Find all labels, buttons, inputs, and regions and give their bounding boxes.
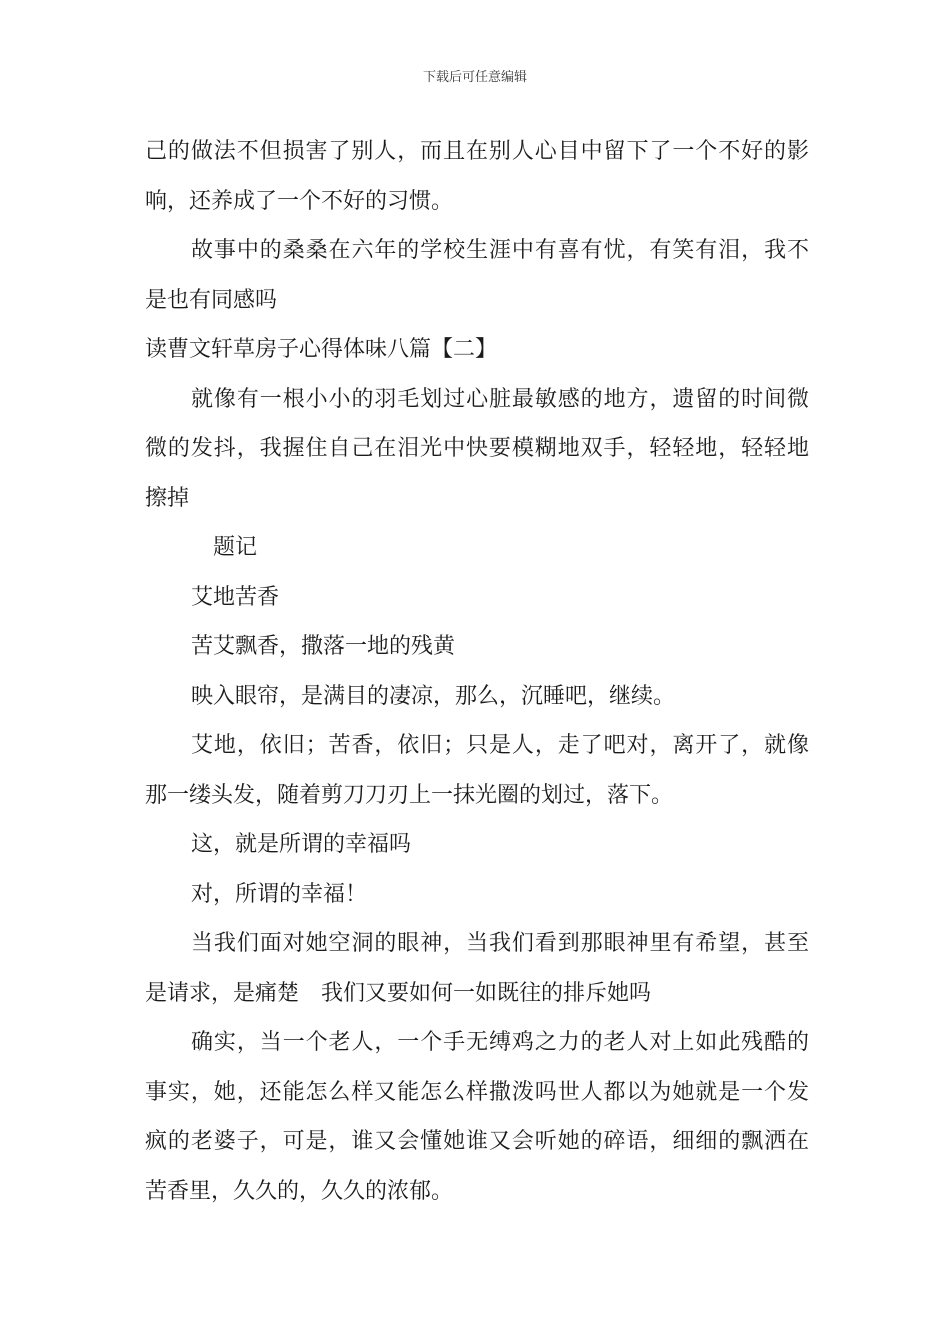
text-line: 是也有同感吗 [145, 287, 278, 313]
text-line: 微的发抖，我握住自己在泪光中快要模糊地双手，轻轻地，轻轻地 [145, 436, 809, 461]
text-line: 这，就是所谓的幸福吗 [191, 832, 412, 857]
text-line: 是请求，是痛楚 我们又要如何一如既往的排斥她吗 [145, 980, 652, 1006]
text-line: 苦艾飘香，撒落一地的残黄 [191, 634, 456, 659]
text-line: 映入眼帘，是满目的凄凉，那么，沉睡吧，继续。 [191, 683, 676, 709]
text-line: 确实，当一个老人，一个手无缚鸡之力的老人对上如此残酷的 [191, 1030, 809, 1055]
text-line: 苦香里，久久的，久久的浓郁。 [145, 1178, 454, 1204]
text-line: 题记 [213, 535, 258, 560]
text-line: 响，还养成了一个不好的习惯。 [145, 188, 454, 214]
text-line: 事实，她，还能怎么样又能怎么样撒泼吗世人都以为她就是一个发 [145, 1079, 809, 1105]
text-line: 故事中的桑桑在六年的学校生涯中有喜有忧，有笑有泪，我不 [191, 238, 809, 263]
text-line: 对，所谓的幸福！ [191, 881, 368, 907]
page-header-note: 下载后可任意编辑 [422, 70, 527, 85]
text-line: 擦掉 [145, 485, 190, 511]
text-line: 艾地，依旧；苦香，依旧；只是人，走了吧对，离开了，就像 [191, 733, 809, 758]
section-heading: 读曹文轩草房子心得体味八篇【二】 [145, 337, 498, 362]
text-line: 疯的老婆子，可是，谁又会懂她谁又会听她的碎语，细细的飘洒在 [145, 1129, 809, 1154]
text-line: 当我们面对她空洞的眼神，当我们看到那眼神里有希望，甚至 [191, 931, 809, 956]
text-line: 就像有一根小小的羽毛划过心脏最敏感的地方，遗留的时间微 [191, 386, 809, 412]
text-line: 己的做法不但损害了别人，而且在别人心目中留下了一个不好的影 [145, 139, 809, 164]
document-body [145, 127, 809, 1216]
text-line: 艾地苦香 [191, 584, 280, 610]
text-line: 那一缕头发，随着剪刀刀刃上一抹光圈的划过，落下。 [145, 782, 674, 808]
